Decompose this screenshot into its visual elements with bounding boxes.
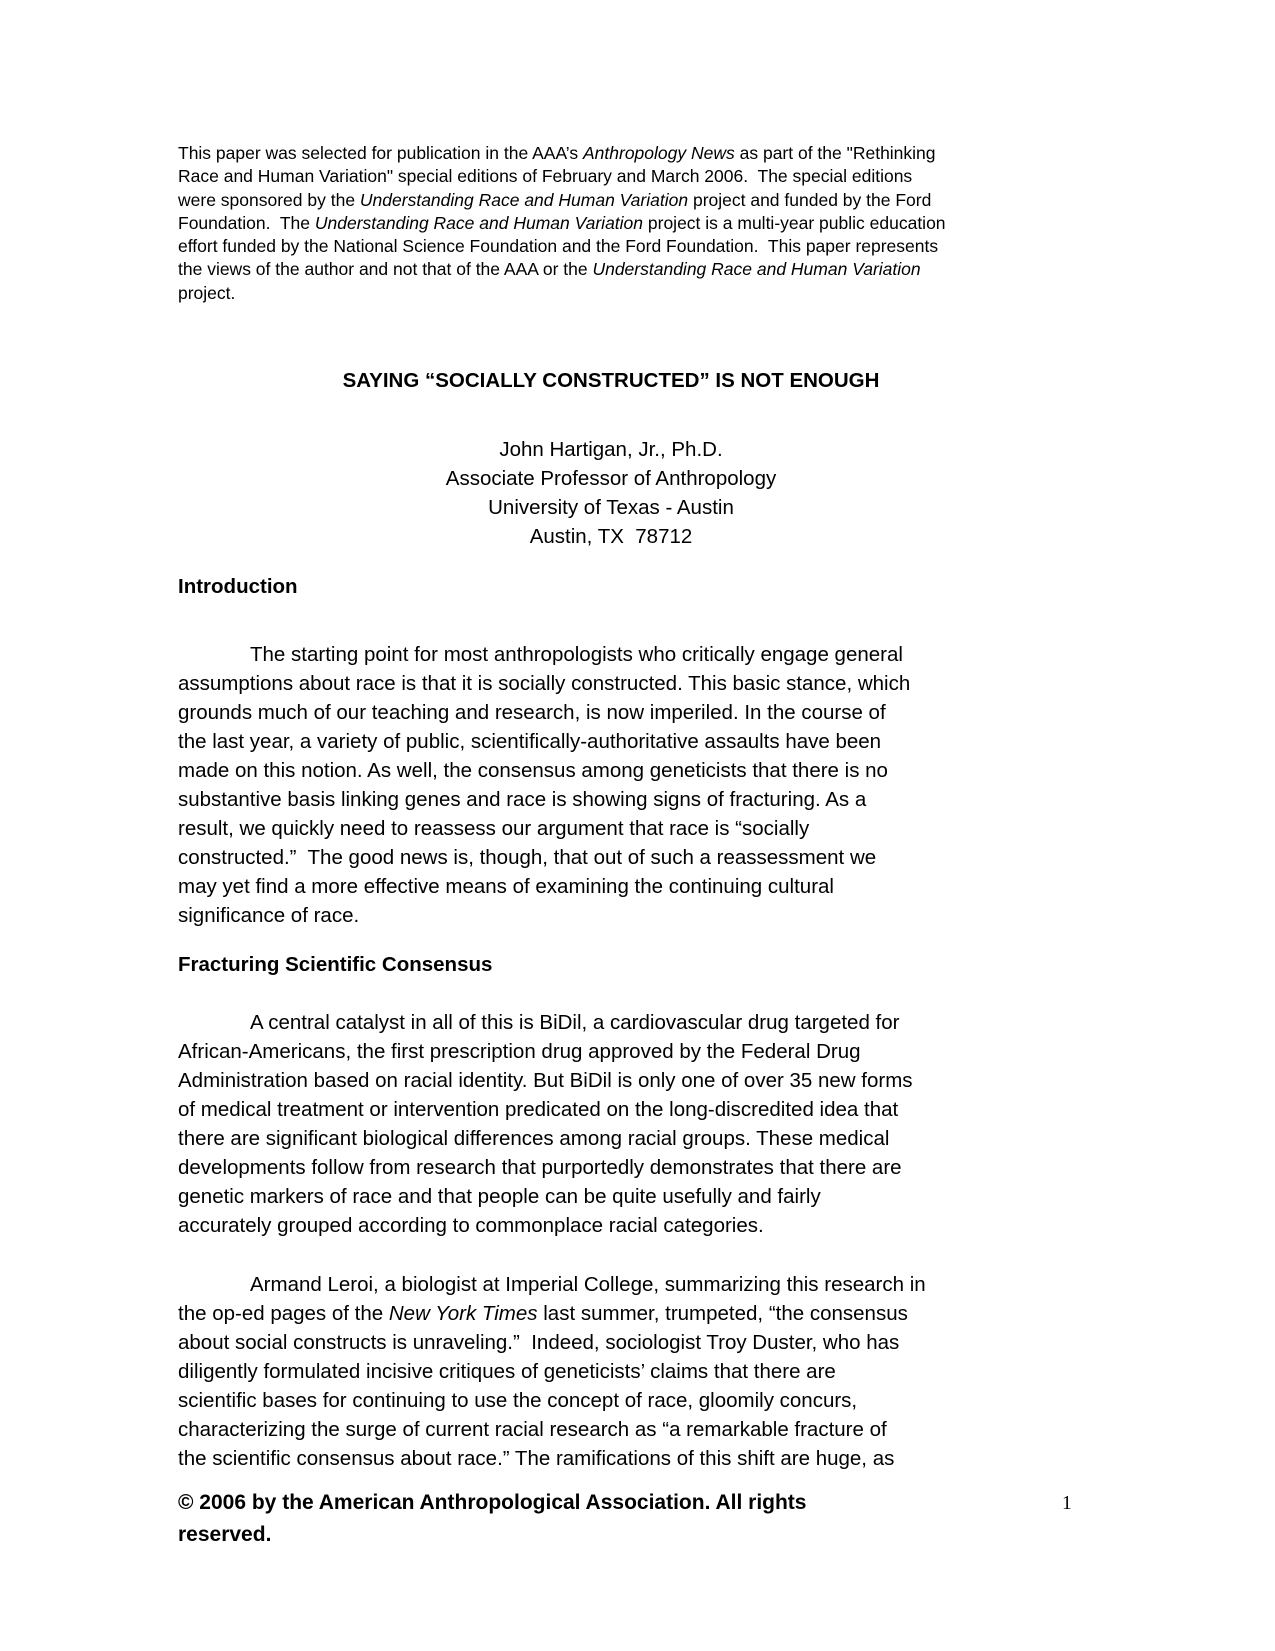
text-run: the op-ed pages of the: [178, 1302, 389, 1325]
paragraph-bidil: [178, 1008, 1103, 1240]
text-run: the views of the author and not that of the AAA or the: [178, 259, 593, 280]
text-run: The starting point for most anthropologists who critically engage general: [250, 643, 903, 666]
text-line: [178, 189, 1103, 212]
text-run: grounds much of our teaching and research, is now imperiled. In the course of: [178, 701, 886, 724]
text-line: [178, 1519, 968, 1551]
text-run: genetic markers of race and that people can be quite usefully and fairly: [178, 1185, 821, 1208]
text-line: [178, 464, 1044, 493]
text-line: [178, 1386, 1103, 1415]
text-run: project and funded by the Ford: [688, 189, 932, 210]
text-run: were sponsored by the: [178, 189, 360, 210]
text-line: [178, 1270, 1103, 1299]
text-line: [178, 669, 1103, 698]
page-number: 1: [1062, 1493, 1072, 1514]
text-run: substantive basis linking genes and race is showing signs of fracturing. As a: [178, 788, 867, 811]
text-run: made on this notion. As well, the consensus among geneticists that there is no: [178, 759, 888, 782]
text-line: [178, 1299, 1103, 1328]
italic-text: Understanding Race and Human Variation: [359, 189, 689, 210]
text-run: reserved.: [178, 1522, 272, 1546]
paragraph-introduction: [178, 640, 1103, 930]
text-run: Administration based on racial identity. But BiDil is only one of over 35 new forms: [178, 1069, 913, 1092]
text-run: significance of race.: [178, 904, 360, 927]
text-line: [178, 1487, 968, 1519]
text-line: [178, 522, 1044, 551]
italic-text: Understanding Race and Human Variation: [592, 259, 921, 280]
text-line: [178, 1008, 1103, 1037]
text-line: [178, 282, 1103, 305]
text-run: effort funded by the National Science Foundation and the Ford Foundation. This paper represents: [178, 236, 939, 257]
text-run: may yet find a more effective means of examining the continuing cultural: [178, 875, 834, 898]
text-run: project.: [178, 282, 236, 303]
copyright-notice: [178, 1487, 968, 1550]
text-line: [178, 1211, 1103, 1240]
text-run: constructed.” The good news is, though, that out of such a reassessment we: [178, 846, 877, 869]
text-run: accurately grouped according to commonplace racial categories.: [178, 1214, 764, 1237]
text-line: [178, 843, 1103, 872]
text-run: project is a multi-year public education: [643, 212, 946, 233]
text-run: result, we quickly need to reassess our argument that race is “socially: [178, 817, 810, 840]
text-line: [178, 1328, 1103, 1357]
text-run: the last year, a variety of public, scientifically-authoritative assaults have been: [178, 730, 882, 753]
text-line: [178, 1444, 1103, 1473]
text-line: [178, 872, 1103, 901]
section-heading-fracturing-scientific-consensus: Fracturing Scientific Consensus: [178, 953, 493, 976]
text-line: [178, 1415, 1103, 1444]
text-line: [178, 640, 1103, 669]
text-run: characterizing the surge of current racial research as “a remarkable fracture of: [178, 1418, 887, 1441]
text-run: Foundation. The: [178, 212, 315, 233]
text-line: [178, 814, 1103, 843]
text-run: John Hartigan, Jr., Ph.D.: [499, 438, 723, 461]
text-line: [178, 785, 1103, 814]
text-line: [178, 1124, 1103, 1153]
text-run: A central catalyst in all of this is BiDil, a cardiovascular drug targeted for: [250, 1011, 900, 1034]
text-run: scientific bases for continuing to use the concept of race, gloomily concurs,: [178, 1389, 858, 1412]
text-run: diligently formulated incisive critiques of geneticists’ claims that there are: [178, 1360, 836, 1383]
text-line: [178, 756, 1103, 785]
text-run: there are significant biological differences among racial groups. These medical: [178, 1127, 890, 1150]
text-line: [178, 727, 1103, 756]
text-line: [178, 1182, 1103, 1211]
text-run: of medical treatment or intervention predicated on the long-discredited idea that: [178, 1098, 899, 1121]
text-run: developments follow from research that purportedly demonstrates that there are: [178, 1156, 902, 1179]
text-line: [178, 142, 1103, 165]
text-run: African-Americans, the first prescription drug approved by the Federal Drug: [178, 1040, 861, 1063]
author-block: [178, 435, 1044, 551]
paper-title: SAYING “SOCIALLY CONSTRUCTED” IS NOT ENOUGH: [342, 369, 880, 392]
text-line: [178, 1066, 1103, 1095]
text-line: [178, 1037, 1103, 1066]
text-run: Armand Leroi, a biologist at Imperial College, summarizing this research in: [250, 1273, 926, 1296]
text-run: about social constructs is unraveling.” Indeed, sociologist Troy Duster, who has: [178, 1331, 900, 1354]
paragraph-armand-leroi: [178, 1270, 1103, 1473]
italic-text: Understanding Race and Human Variation: [314, 212, 644, 233]
text-run: Associate Professor of Anthropology: [445, 467, 777, 490]
text-line: [178, 212, 1103, 235]
text-line: [178, 258, 1103, 281]
text-run: last summer, trumpeted, “the consensus: [537, 1302, 908, 1325]
text-run: This paper was selected for publication in the AAA’s: [178, 143, 583, 163]
text-line: [178, 235, 1103, 258]
text-line: [178, 493, 1044, 522]
text-run: the scientific consensus about race.” The ramifications of this shift are huge, as: [178, 1447, 895, 1470]
text-run: assumptions about race is that it is socially constructed. This basic stance, which: [178, 672, 911, 695]
section-heading-introduction: Introduction: [178, 575, 298, 598]
text-line: [178, 901, 1103, 930]
text-line: [178, 698, 1103, 727]
text-run: University of Texas - Austin: [488, 496, 734, 519]
text-run: © 2006 by the American Anthropological Association. All rights: [178, 1491, 807, 1514]
text-line: [178, 1095, 1103, 1124]
text-line: [178, 165, 1103, 188]
text-line: [178, 1357, 1103, 1386]
text-run: Austin, TX 78712: [529, 525, 693, 548]
italic-text: New York Times: [388, 1302, 538, 1325]
italic-text: Anthropology News: [583, 143, 735, 163]
text-run: as part of the "Rethinking: [734, 143, 936, 163]
text-line: [178, 435, 1044, 464]
text-run: Race and Human Variation" special editions of February and March 2006. The special editions: [178, 166, 913, 187]
publication-note: [178, 142, 1103, 305]
text-line: [178, 1153, 1103, 1182]
